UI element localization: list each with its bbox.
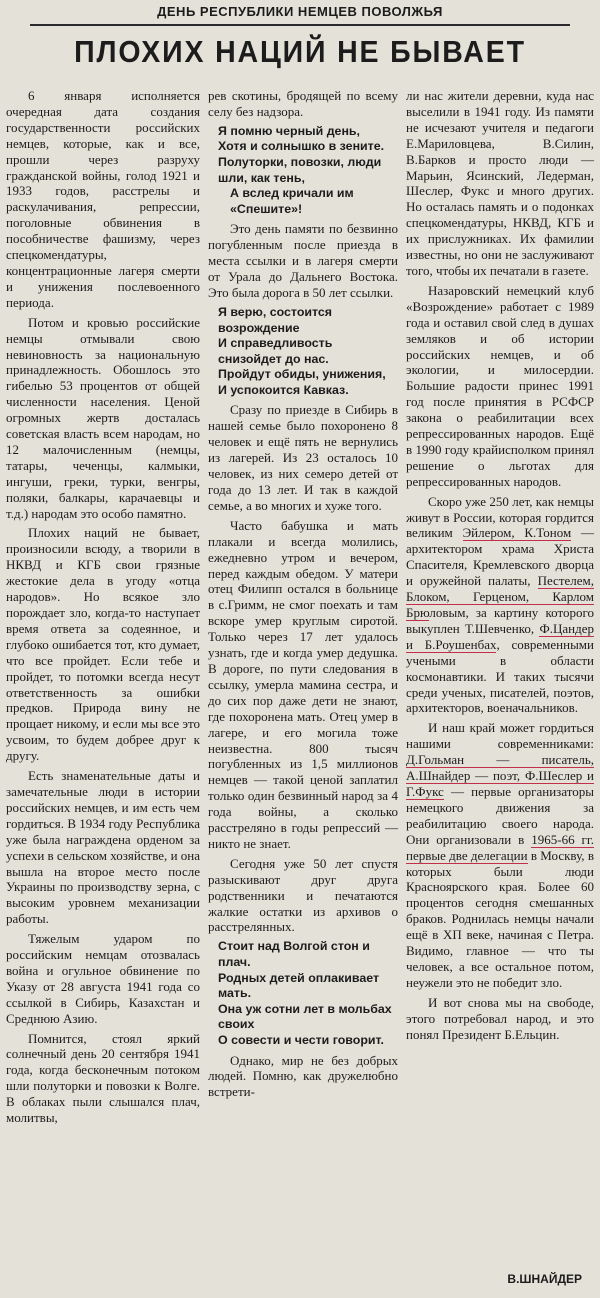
paragraph: Часто бабушка и мать плакали и всегда молились, ежедневно утром и вечером, перед каждым обедом. У матери отец Филипп остался в больнице в с.Гримм, не смог поехать и там вскоре умер круглым сиротой. Только через 17 лет удалось узнать, где и когда умер дедушка. В дороге, по пути следования в ссылку, умерла мамина сестра, и до сих пор даже дети не знают, где похоронена мать. Отец умер в лагере, и его могила тоже неизвестна. 800 тысяч погубленных из 1,5 миллионов немцев — такой ценой заплатил только один безвинный народ за 4 года войны, а сколько расстреляно в годы репрессий — никто не знает. — [208, 517, 398, 851]
underlined-names: Ф.Цандер и Б.Роушенбах — [406, 620, 594, 652]
poem-line: Полуторки, повозки, люди шли, как тень, — [218, 155, 382, 185]
rubric: ДЕНЬ РЕСПУБЛИКИ НЕМЦЕВ ПОВОЛЖЬЯ — [157, 4, 443, 19]
paragraph: ли нас жители деревни, куда нас выселили в 1941 году. Из памяти не исчезают учителя и педагоги Е.Мариловцева, В.Силин, В.Барков и просто люди — Марьин, Ясинский, Ледерман, Шеслер, Фукс и много других. Но осталась память и о подонках спецкомендатуры, НКВД, КГБ и их прислужниках. Их фамилии известны, но они не заслуживают того, чтобы их печатали в газете. — [406, 88, 594, 278]
paragraph: Помнится, стоял яркий солнечный день 20 сентября 1941 года, когда бесконечным потоком шли полуторки и повозки к Волге. В облаках пыли слышался плач, молитвы, — [6, 1030, 200, 1126]
column-2 — [208, 88, 398, 1104]
paragraph: Есть знаменательные даты и замечательные люди в истории российских немцев, и им есть чем гордиться. В 1934 году Республика уже была награждена орденом за успехи в сельском хозяйстве, и она вышла на второе место после Украины по производству зерна, с высоким уровнем механизации работы. — [6, 768, 200, 927]
paragraph: Потом и кровью российские немцы отмывали свою невиновность за национальную принадлежность. Обошлось это гибелью 53 процентов от общей численности населения. Ценой огромных жертв досталась советская власть всем народам, но 12 малочисленным (немцы, татары, чеченцы, калмыки, ингуши, греки, турки, венгры, поляки, балкары, карачаевцы и т.д.) народам это особо памятно. — [6, 314, 200, 521]
paragraph: 6 января исполняется очередная дата создания государственности российских немцев, которые, как и все, прошли через разруху гражданской войны, голод 1921 и 1933 годов, расстрелы и раскулачивания, репрессии, поголовные обвинения в пособничестве фашизму, через спецкомендатуры, концентрационные лагеря смерти и унижения послевоенного периода. — [6, 88, 200, 310]
text-run: ловым, за картину которого выкуплен Т.Шевченко, — [406, 605, 594, 636]
poem-line: Хотя и солнышко в зените. — [218, 139, 385, 154]
poem-line: А вслед кричали им «Спешите»! — [230, 186, 354, 216]
poem-line: И справедливость снизойдет до нас. — [218, 336, 333, 366]
poem-line: Она уж сотни лет в мольбах своих — [218, 1001, 392, 1032]
divider-rule — [30, 24, 570, 26]
paragraph: Тяжелым ударом по российским немцам отозвалась война и огульное обвинение по Указу от 28 августа 1941 года со ссылкой в Сибирь, Казахстан и Среднюю Азию. — [6, 931, 200, 1026]
poem-line: И успокоится Кавказ. — [218, 382, 349, 397]
text-run: — первые организаторы немецкого движения за реабилитацию своего народа. Они организовали в — [406, 783, 594, 847]
text-run: , современными учеными в области космонавтики. И таких тысячи среди ученых, писателей, поэтов, архитекторов, военачальников. — [406, 636, 594, 716]
author-signature: В.ШНАЙДЕР — [507, 1272, 582, 1286]
text-run: в Москву, в которых были люди Красноярского края. Более 60 процентов сегодня смешанных браков. Роднилась немцы начали ещё в XП веке, начиная с Петра. Видимо, главное — что ты человек, а все остальное потом, неужели это не победит зло. — [406, 847, 594, 990]
poem-line: Родных детей оплакивает мать. — [218, 970, 380, 1001]
paragraph — [406, 720, 594, 990]
paragraph: Сразу по приезде в Сибирь в нашей семье было похоронено 8 человек и ещё пять не вернулись из лагерей. Из 23 осталось 10 человек, из них семеро детей от года до 13 лет. И так в каждой семье, а во многих и хуже того. — [208, 402, 398, 513]
poem-line: Пройдут обиды, унижения, — [218, 367, 386, 382]
column-1 — [6, 88, 200, 1130]
paragraph: рев скотины, бродящей по всему селу без надзора. — [208, 88, 398, 119]
poem-line: Я помню черный день, — [218, 123, 360, 138]
text-run: — архитектором храма Христа Спасителя, Кремлевского дворца и оружейной палаты, — [406, 525, 594, 589]
paragraph: И вот снова мы на свободе, этого потребовал народ, и это понял Президент Б.Ельцин. — [406, 994, 594, 1042]
paragraph: Назаровский немецкий клуб «Возрождение» работает с 1989 года и оставил свой след в душах земляков и об истории российских немцев, и об экологии, и милосердии. Большие радости принес 1991 год после принятия в РСФСР закона о реабилитации всех репрессированных народов. Ещё в 1990 году крайисполком принял решение о льготах для репрессированных народов. — [406, 282, 594, 489]
poem-line: О совести и чести говорит. — [218, 1032, 384, 1047]
paragraph: Однако, мир не без добрых людей. Помню, как дружелюбно встрети- — [208, 1052, 398, 1100]
underlined-names: Пестелем, Блоком, Герценом, Карлом Брю — [406, 573, 594, 620]
paragraph: Это день памяти по безвинно погубленным после приезда в места ссылки и в лагеря смерти от Урала до Дальнего Востока. Это была дорога в 50 лет ссылки. — [208, 221, 398, 300]
poem-line: Я верю, состоится возрождение — [218, 304, 333, 335]
article-header — [0, 0, 600, 80]
poem-stanza — [208, 305, 398, 399]
text-run: Скоро уже 250 лет, как немцы живут в России, которая гордится великим — [406, 493, 594, 541]
underlined-dates: 1965-66 гг. первые две делегации — [406, 831, 595, 863]
column-3 — [406, 88, 594, 1046]
headline: ПЛОХИХ НАЦИЙ НЕ БЫВАЕТ — [74, 34, 526, 69]
text-run: И наш край может гордиться нашими современниками: — [406, 720, 594, 752]
paragraph — [406, 494, 594, 717]
underlined-names: Эйлером, К.Тоном — [462, 525, 572, 541]
paragraph: Сегодня уже 50 лет спустя разыскивают друг друга родственники и печатаются жалкие остатки из архивов о расстрелянных. — [208, 855, 398, 935]
poem-stanza — [208, 124, 398, 218]
poem-line: Стоит над Волгой стон и плач. — [218, 939, 370, 969]
paragraph: Плохих наций не бывает, произносили всюду, а творили в НКВД и КГБ свои грязные жестокие дела в угоду «отца народов». Но всякое зло порождает зло, когда-то наступает время ответа за содеянное, и глубоко ошибается тот, кто думает, что все пройдет. Если тебе и пройдет, то потомки всегда несут ответственность за ошибки предков. Природа вину не прощает никому, и если мы все это усвоим, то будем добрее друг к другу. — [6, 525, 200, 764]
poem-stanza — [208, 939, 398, 1048]
underlined-names: Д.Гольман — писатель, А.Шнайдер — поэт, Ф.Шеслер и Г.Фукс — [406, 752, 594, 799]
